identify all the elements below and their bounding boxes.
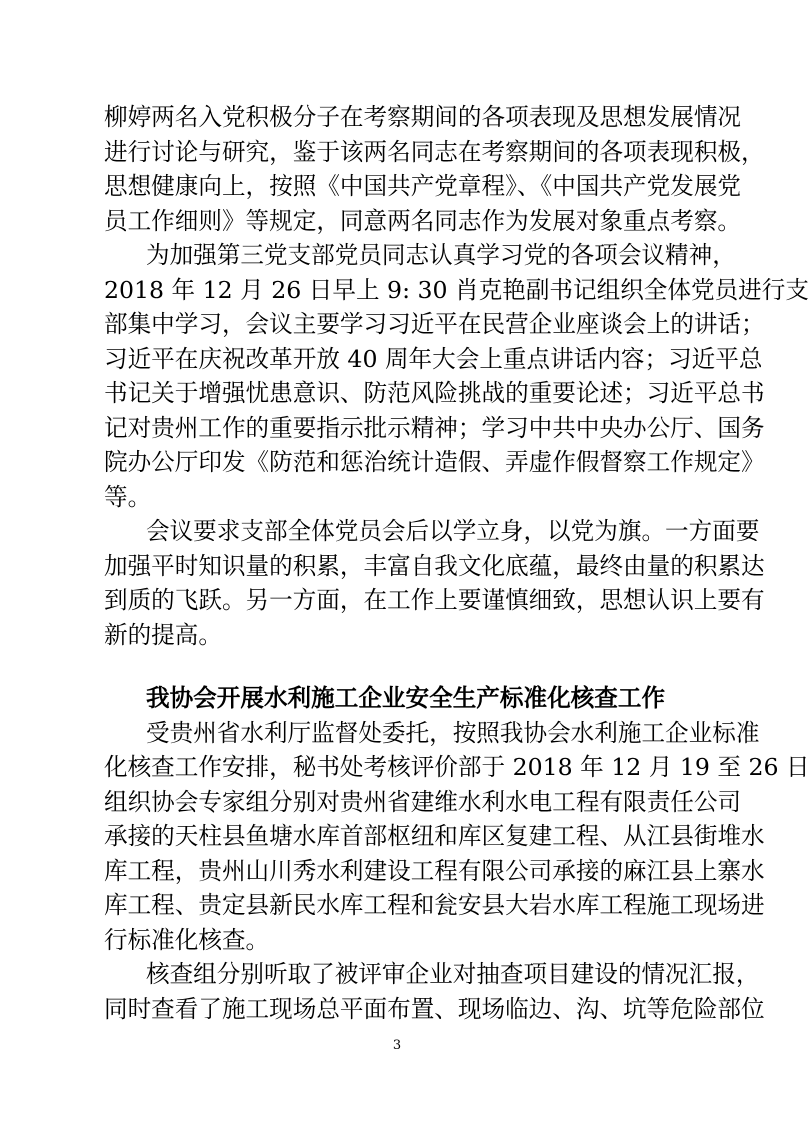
paragraph-5-line-2: 同时查看了施工现场总平面布置、现场临边、沟、坑等危险部位 — [104, 994, 765, 1023]
paragraph-1-line-4: 员工作细则》等规定，同意两名同志作为发展对象重点考察。 — [104, 206, 742, 235]
paragraph-2-line-5: 书记关于增强忧患意识、防范风险挑战的重要论述；习近平总书 — [104, 379, 765, 407]
paragraph-4-line-3: 组织协会专家组分别对贵州省建维水利水电工程有限责任公司 — [104, 787, 742, 816]
paragraph-4-line-2: 化核查工作安排，秘书处考核评价部于 2018 年 12 月 19 至 26 日 — [104, 753, 810, 782]
paragraph-2-line-3: 部集中学习，会议主要学习习近平在民营企业座谈会上的讲话； — [104, 310, 765, 338]
paragraph-2-line-1: 为加强第三党支部党员同志认真学习党的各项会议精神， — [146, 241, 736, 269]
paragraph-3-line-3: 到质的飞跃。另一方面，在工作上要谨慎细致，思想认识上要有 — [104, 586, 765, 614]
paragraph-4-line-7: 行标准化核查。 — [104, 925, 270, 954]
paragraph-5-line-1: 核查组分别听取了被评审企业对抽查项目建设的情况汇报， — [146, 960, 760, 989]
paragraph-3-line-1: 会议要求支部全体党员会后以学立身，以党为旗。一方面要 — [146, 517, 760, 545]
paragraph-1-line-3: 思想健康向上，按照《中国共产党章程》、《中国共产党发展党 — [104, 172, 742, 200]
paragraph-4-line-1: 受贵州省水利厅监督处委托，按照我协会水利施工企业标准 — [146, 718, 760, 747]
paragraph-2-line-6: 记对贵州工作的重要指示批示精神；学习中共中央办公厅、国务 — [104, 413, 765, 442]
page-number: 3 — [392, 1038, 402, 1054]
paragraph-1-line-1: 柳婷两名入党积极分子在考察期间的各项表现及思想发展情况 — [104, 103, 742, 131]
paragraph-2-line-8: 等。 — [104, 482, 152, 511]
paragraph-4-line-6: 库工程、贵定县新民水库工程和瓮安县大岩水库工程施工现场进 — [104, 891, 765, 920]
paragraph-3-line-4: 新的提高。 — [104, 620, 222, 649]
paragraph-1-line-2: 进行讨论与研究，鉴于该两名同志在考察期间的各项表现积极， — [104, 137, 765, 166]
paragraph-2-line-4: 习近平在庆祝改革开放 40 周年大会上重点讲话内容；习近平总 — [104, 344, 763, 373]
paragraph-3-line-2: 加强平时知识量的积累，丰富自我文化底蕴，最终由量的积累达 — [104, 551, 765, 580]
paragraph-2-line-2: 2018 年 12 月 26 日早上 9: 30 肖克艳副书记组织全体党员进行支 — [104, 275, 809, 304]
paragraph-4-line-5: 库工程，贵州山川秀水利建设工程有限公司承接的麻江县上寨水 — [104, 856, 765, 885]
paragraph-2-line-7: 院办公厅印发《防范和惩治统计造假、弄虚作假督察工作规定》 — [104, 448, 765, 476]
paragraph-4-line-4: 承接的天柱县鱼塘水库首部枢纽和库区复建工程、从江县街堆水 — [104, 822, 765, 851]
section-heading: 我协会开展水利施工企业安全生产标准化核查工作 — [146, 684, 666, 713]
